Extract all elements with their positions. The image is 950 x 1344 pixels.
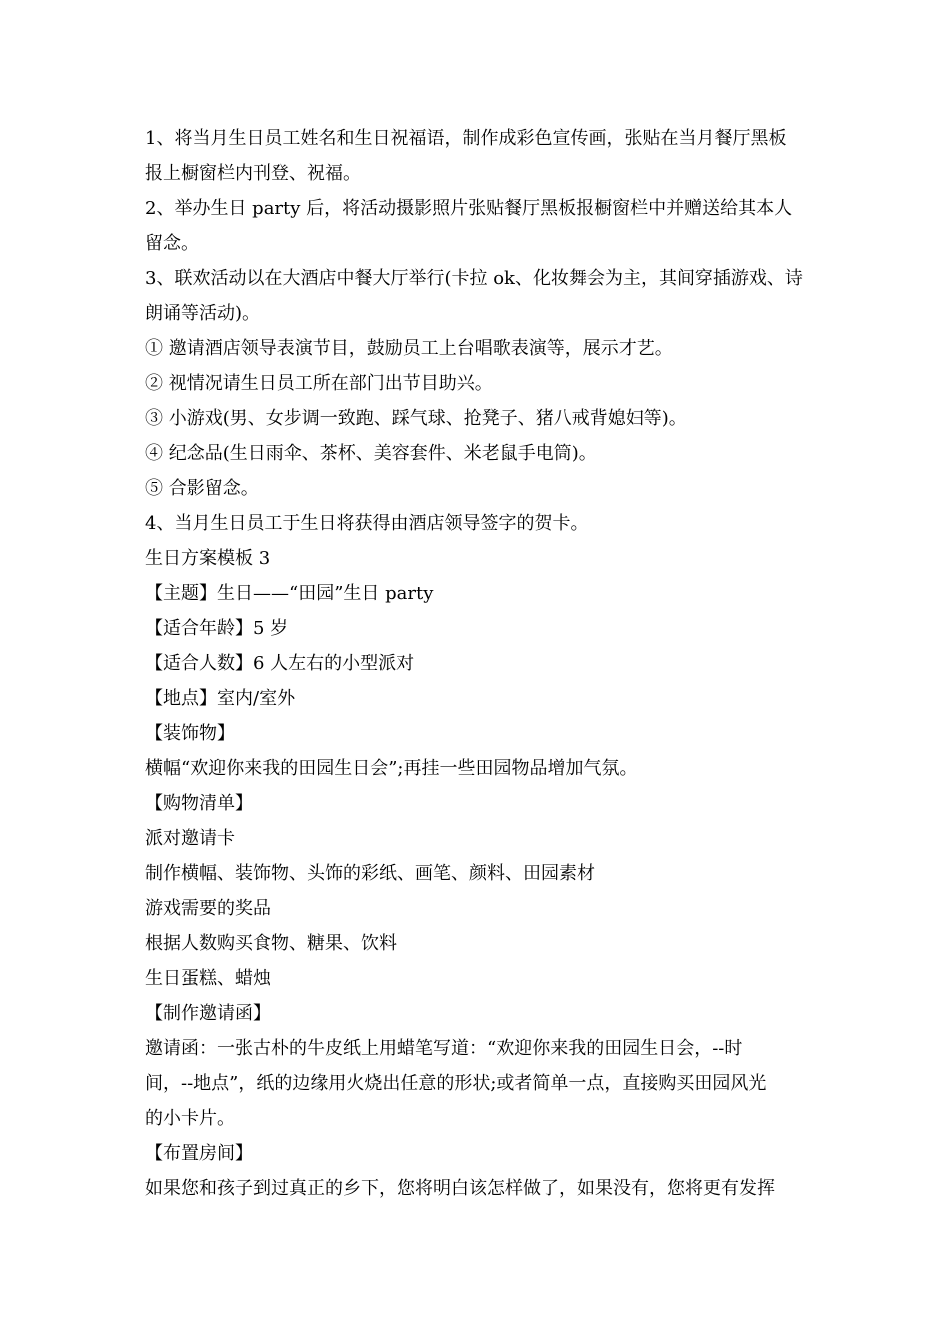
list-item: ① 邀请酒店领导表演节目，鼓励员工上台唱歌表演等，展示才艺。 [145, 338, 673, 359]
text-line: 邀请函：一张古朴的牛皮纸上用蜡笔写道：“欢迎你来我的田园生日会，--时 [145, 1038, 743, 1059]
text-line: 生日蛋糕、蜡烛 [145, 968, 271, 989]
text-line: 根据人数购买食物、糖果、饮料 [145, 933, 397, 954]
text-line: 横幅“欢迎你来我的田园生日会”;再挂一些田园物品增加气氛。 [145, 758, 638, 779]
text-line: 1、将当月生日员工姓名和生日祝福语，制作成彩色宣传画，张贴在当月餐厅黑板 [145, 128, 787, 149]
text-line: 制作横幅、装饰物、头饰的彩纸、画笔、颜料、田园素材 [145, 863, 595, 884]
list-item: ⑤ 合影留念。 [145, 478, 259, 499]
text-line: 派对邀请卡 [145, 828, 235, 849]
text-line: 如果您和孩子到过真正的乡下，您将明白该怎样做了，如果没有，您将更有发挥 [145, 1178, 775, 1199]
list-item: ④ 纪念品(生日雨伞、茶杯、美容套件、米老鼠手电筒)。 [145, 443, 597, 464]
text-line: 【适合人数】6 人左右的小型派对 [145, 653, 415, 674]
text-line: 4、当月生日员工于生日将获得由酒店领导签字的贺卡。 [145, 513, 589, 534]
text-line: 留念。 [145, 233, 199, 254]
text-line: 【布置房间】 [145, 1143, 253, 1164]
section-heading: 生日方案模板 3 [145, 548, 271, 569]
text-line: 报上橱窗栏内刊登、祝福。 [145, 163, 361, 184]
text-line: 朗诵等活动)。 [145, 303, 261, 324]
list-item: ② 视情况请生日员工所在部门出节目助兴。 [145, 373, 493, 394]
text-line: 【购物清单】 [145, 793, 253, 814]
text-line: 2、举办生日 party 后，将活动摄影照片张贴餐厅黑板报橱窗栏中并赠送给其本人 [145, 198, 793, 219]
text-line: 【装饰物】 [145, 723, 235, 744]
text-line: 的小卡片。 [145, 1108, 235, 1129]
text-line: 游戏需要的奖品 [145, 898, 271, 919]
text-line: 【适合年龄】5 岁 [145, 618, 289, 639]
list-item: ③ 小游戏(男、女步调一致跑、踩气球、抢凳子、猪八戒背媳妇等)。 [145, 408, 687, 429]
text-line: 【主题】生日——“田园”生日 party [145, 583, 434, 604]
text-line: 3、联欢活动以在大酒店中餐大厅举行(卡拉 ok、化妆舞会为主，其间穿插游戏、诗 [145, 268, 803, 289]
text-line: 间，--地点”，纸的边缘用火烧出任意的形状;或者简单一点，直接购买田园风光 [145, 1073, 767, 1094]
document-body [145, 121, 810, 1206]
text-line: 【制作邀请函】 [145, 1003, 271, 1024]
text-line: 【地点】室内/室外 [145, 688, 296, 709]
